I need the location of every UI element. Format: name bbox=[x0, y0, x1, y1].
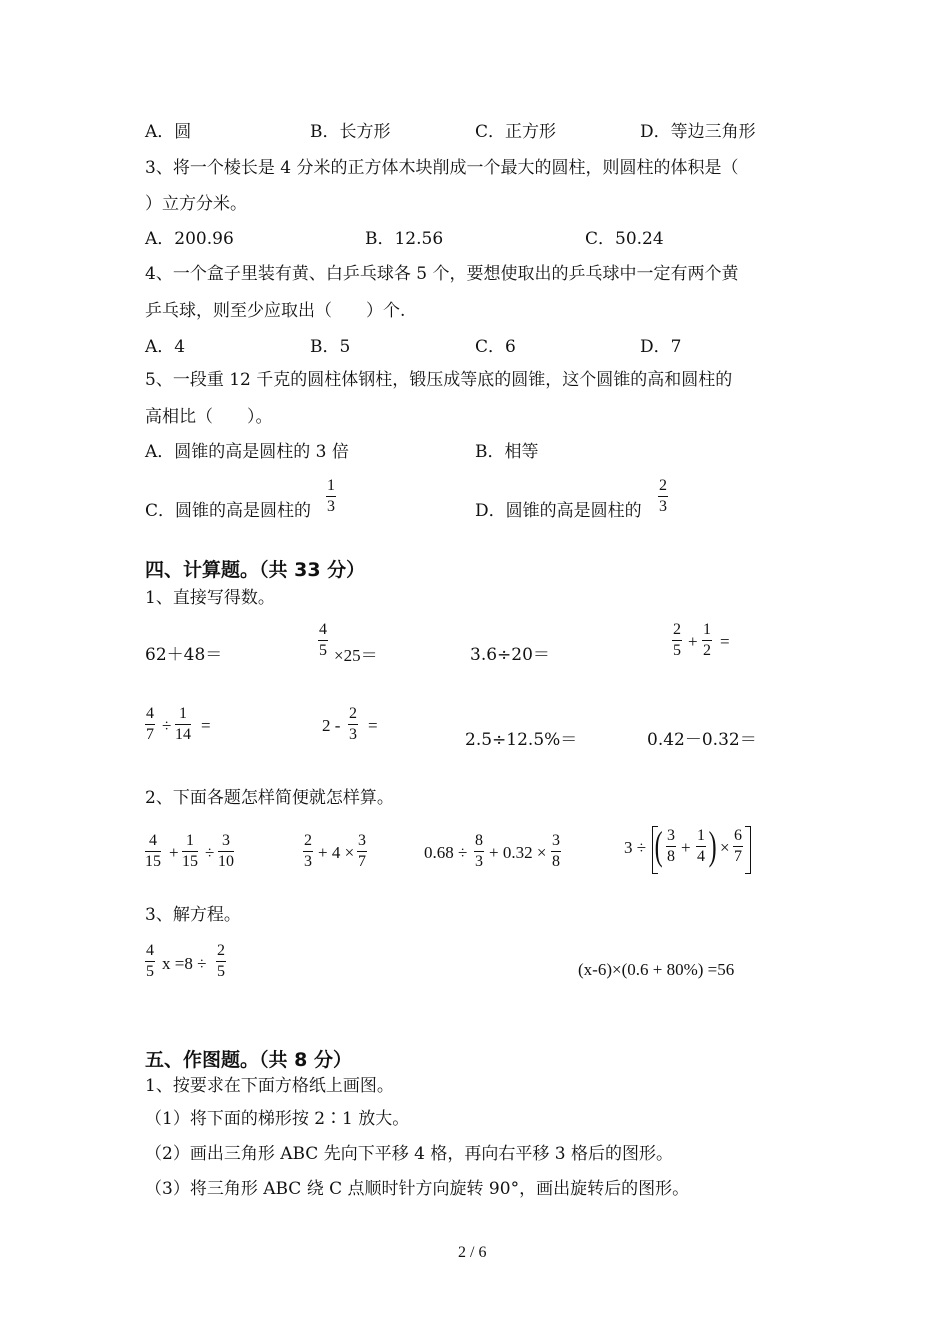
simp4-op: + bbox=[681, 838, 691, 857]
simp1-fraction-b bbox=[182, 833, 198, 870]
q3-text-line1: 3、将一个棱长是 4 分米的正方体木块削成一个最大的圆柱，则圆柱的体积是（ bbox=[145, 158, 739, 178]
q5-option-d: D．圆锥的高是圆柱的 bbox=[475, 501, 642, 521]
denominator: 3 bbox=[349, 726, 357, 743]
simp4-right-bracket bbox=[745, 826, 751, 874]
q2-option-a: A．圆 bbox=[145, 122, 192, 142]
numerator: 3 bbox=[358, 832, 366, 849]
section4-q2-label: 2、下面各题怎样简便就怎样算。 bbox=[145, 788, 394, 808]
denominator: 5 bbox=[217, 963, 225, 980]
denominator: 15 bbox=[182, 853, 198, 870]
calc2-rest: ×25＝ bbox=[334, 646, 378, 665]
calc4-fraction-b bbox=[702, 622, 712, 659]
numerator: 6 bbox=[734, 827, 742, 844]
q5-option-d-fraction bbox=[658, 478, 668, 515]
simp1-op2: ÷ bbox=[205, 843, 215, 862]
numerator: 4 bbox=[146, 942, 154, 959]
calc5-fraction-a bbox=[145, 706, 155, 743]
denominator: 3 bbox=[304, 853, 312, 870]
section5-item3: （3）将三角形 ABC 绕 C 点顺时针方向旋转 90°，画出旋转后的图形。 bbox=[145, 1179, 690, 1199]
calc-62-plus-48: 62＋48＝ bbox=[145, 645, 223, 665]
calc5-eq: = bbox=[201, 716, 211, 735]
section5-q1-label: 1、按要求在下面方格纸上画图。 bbox=[145, 1076, 394, 1096]
calc5-fraction-b bbox=[175, 706, 191, 743]
numerator: 3 bbox=[667, 827, 675, 844]
q5-text-line1: 5、一段重 12 千克的圆柱体钢柱，锻压成等底的圆锥，这个圆锥的高和圆柱的 bbox=[145, 370, 733, 390]
simp3-pre: 0.68 ÷ bbox=[424, 843, 468, 862]
denominator: 15 bbox=[145, 853, 161, 870]
denominator: 14 bbox=[175, 726, 191, 743]
numerator: 4 bbox=[146, 705, 154, 722]
q5-option-c-fraction bbox=[326, 478, 336, 515]
numerator: 1 bbox=[179, 705, 187, 722]
q5-option-a: A．圆锥的高是圆柱的 3 倍 bbox=[145, 442, 349, 462]
calc-2.5-div-12.5pct: 2.5÷12.5%＝ bbox=[465, 730, 578, 750]
q5-option-b: B．相等 bbox=[475, 442, 539, 462]
numerator: 2 bbox=[304, 832, 312, 849]
q3-option-a: A．200.96 bbox=[145, 229, 234, 249]
q5-text-line2: 高相比（ ）。 bbox=[145, 407, 273, 427]
section5-title: 五、作图题。（共 8 分） bbox=[145, 1049, 352, 1071]
q4-text-line1: 4、一个盒子里装有黄、白乒乓球各 5 个，要想使取出的乒乓球中一定有两个黄 bbox=[145, 264, 739, 284]
denominator: 10 bbox=[218, 853, 234, 870]
denominator: 8 bbox=[667, 848, 675, 865]
q3-text-line2: ）立方分米。 bbox=[145, 194, 247, 214]
simp4-right-paren: ) bbox=[708, 823, 717, 868]
eq1-mid: x =8 ÷ bbox=[162, 954, 207, 973]
simp4-left-paren: ( bbox=[654, 823, 663, 868]
denominator: 5 bbox=[673, 642, 681, 659]
q5-option-c: C．圆锥的高是圆柱的 bbox=[145, 501, 312, 521]
numerator: 2 bbox=[349, 705, 357, 722]
simp3-fraction-a bbox=[474, 833, 484, 870]
denominator: 2 bbox=[703, 642, 711, 659]
simp2-fraction-b bbox=[357, 833, 367, 870]
numerator: 3 bbox=[552, 832, 560, 849]
denominator: 4 bbox=[697, 848, 705, 865]
q4-option-d: D．7 bbox=[640, 337, 682, 357]
section4-q1-label: 1、直接写得数。 bbox=[145, 588, 275, 608]
denominator: 3 bbox=[327, 498, 335, 515]
denominator: 7 bbox=[146, 726, 154, 743]
denominator: 3 bbox=[475, 853, 483, 870]
numerator: 2 bbox=[673, 621, 681, 638]
numerator: 3 bbox=[222, 832, 230, 849]
calc4-eq: = bbox=[720, 632, 730, 651]
q4-text-line2: 乒乓球，则至少应取出（ ）个. bbox=[145, 301, 406, 321]
eq1-fraction-b bbox=[216, 943, 226, 980]
simp4-fraction-a bbox=[666, 828, 676, 865]
calc4-op: + bbox=[688, 632, 698, 651]
denominator: 7 bbox=[734, 848, 742, 865]
q4-option-a: A．4 bbox=[145, 337, 186, 357]
simp3-fraction-b bbox=[551, 833, 561, 870]
calc6-fraction bbox=[348, 706, 358, 743]
numerator: 4 bbox=[319, 621, 327, 638]
numerator: 1 bbox=[186, 832, 194, 849]
simp4-fraction-c bbox=[733, 828, 743, 865]
simp4-fraction-b bbox=[696, 828, 706, 865]
eq1-fraction-a bbox=[145, 943, 155, 980]
calc4-fraction-a bbox=[672, 622, 682, 659]
section5-item2: （2）画出三角形 ABC 先向下平移 4 格，再向右平移 3 格后的图形。 bbox=[145, 1144, 673, 1164]
numerator: 2 bbox=[217, 942, 225, 959]
section5-item1: （1）将下面的梯形按 2∶1 放大。 bbox=[145, 1109, 410, 1129]
simp2-mid: + 4 × bbox=[318, 843, 355, 862]
simp1-op1: + bbox=[169, 843, 179, 862]
simp1-fraction-a bbox=[145, 833, 161, 870]
numerator: 1 bbox=[703, 621, 711, 638]
denominator: 5 bbox=[319, 642, 327, 659]
denominator: 7 bbox=[358, 853, 366, 870]
q2-option-b: B．长方形 bbox=[310, 122, 391, 142]
eq2: (x-6)×(0.6 + 80%) =56 bbox=[578, 960, 735, 979]
simp1-fraction-c bbox=[218, 833, 234, 870]
q2-option-d: D．等边三角形 bbox=[640, 122, 756, 142]
denominator: 8 bbox=[552, 853, 560, 870]
numerator: 8 bbox=[475, 832, 483, 849]
denominator: 3 bbox=[659, 498, 667, 515]
simp4-times: × bbox=[720, 838, 730, 857]
calc5-op: ÷ bbox=[162, 716, 172, 735]
q3-option-c: C．50.24 bbox=[585, 229, 664, 249]
denominator: 5 bbox=[146, 963, 154, 980]
numerator: 4 bbox=[149, 832, 157, 849]
numerator: 1 bbox=[327, 477, 335, 494]
q4-option-b: B．5 bbox=[310, 337, 351, 357]
page-number: 2 / 6 bbox=[458, 1244, 487, 1261]
simp2-fraction-a bbox=[303, 833, 313, 870]
calc6-pre: 2 - bbox=[322, 716, 341, 735]
calc2-fraction bbox=[318, 622, 328, 659]
numerator: 1 bbox=[697, 827, 705, 844]
calc6-eq: = bbox=[368, 716, 378, 735]
calc-3.6-div-20: 3.6÷20＝ bbox=[470, 645, 550, 665]
simp4-pre: 3 ÷ bbox=[624, 838, 647, 857]
section4-title: 四、计算题。（共 33 分） bbox=[145, 559, 366, 581]
q3-option-b: B．12.56 bbox=[365, 229, 444, 249]
simp3-mid: + 0.32 × bbox=[489, 843, 547, 862]
calc-0.42-minus-0.32: 0.42－0.32＝ bbox=[647, 730, 757, 750]
numerator: 2 bbox=[659, 477, 667, 494]
q4-option-c: C．6 bbox=[475, 337, 516, 357]
section4-q3-label: 3、解方程。 bbox=[145, 905, 241, 925]
q2-option-c: C．正方形 bbox=[475, 122, 557, 142]
